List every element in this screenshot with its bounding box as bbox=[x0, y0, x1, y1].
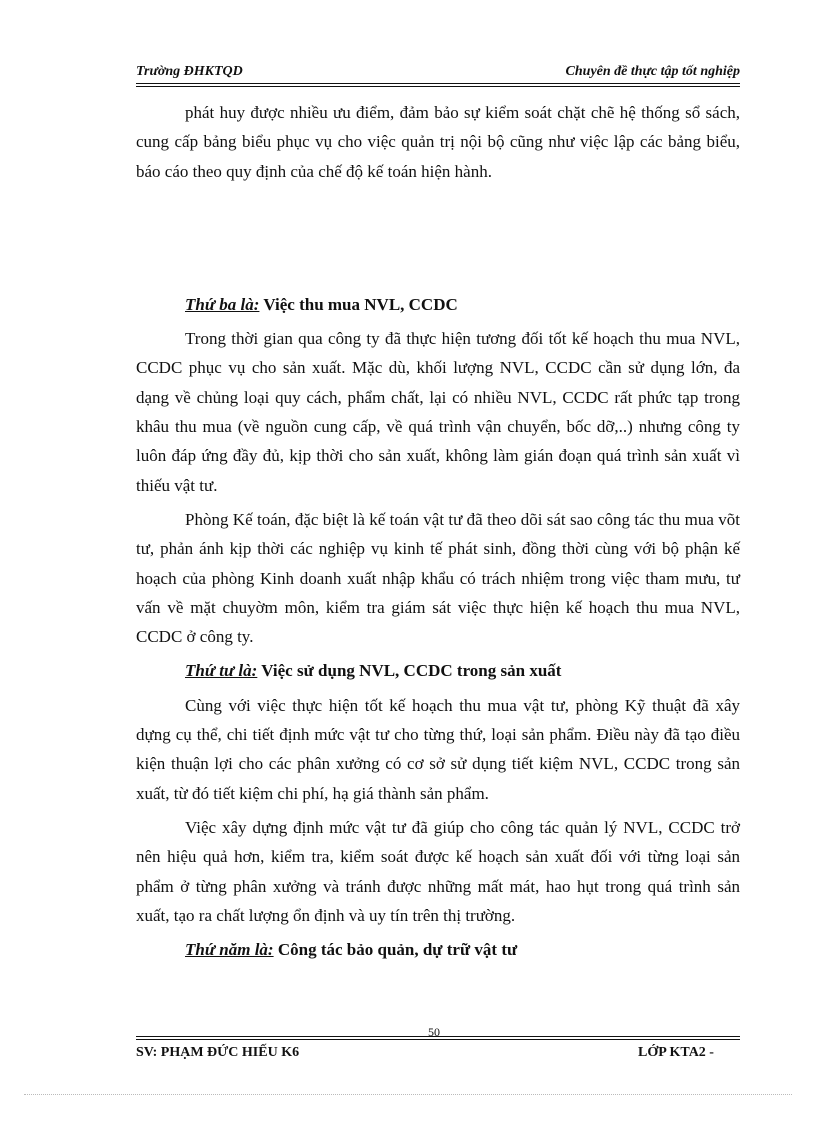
section-heading-4 bbox=[136, 656, 740, 685]
page-header bbox=[136, 62, 740, 84]
footer-rule bbox=[136, 1036, 740, 1037]
footer-rule-double bbox=[136, 1039, 740, 1040]
paragraph-norms: Việc xây dựng định mức vật tư đã giúp cho công tác quản lý NVL, CCDC trở nên hiệu quả hơn, kiểm tra, kiểm soát được kế hoạch sản xuất đối với từng loại sản phẩm ở từng phân xưởng và tránh được những mất mát, hao hụt trong quá trình sản xuất, tạo ra chất lượng ổn định và uy tín trên thị trường. bbox=[136, 817, 740, 925]
section-heading-4-title: Việc sử dụng NVL, CCDC trong sản xuất bbox=[257, 661, 562, 681]
page-body bbox=[136, 98, 740, 964]
footer-student: SV: PHẠM ĐỨC HIẾU K6 bbox=[136, 1045, 300, 1060]
section-heading-3-lead: Thứ ba là: bbox=[185, 294, 260, 314]
section-heading-5 bbox=[136, 935, 740, 964]
page-bottom-dotted-line bbox=[24, 1094, 792, 1095]
section-heading-4-lead: Thứ tư là: bbox=[185, 661, 258, 681]
paragraph-intro-continued: phát huy được nhiều ưu điểm, đảm bảo sự kiểm soát chặt chẽ hệ thống sổ sách, cung cấp bảng biểu phục vụ cho việc quản trị nội bộ cũng như việc lập các bảng biểu, báo cáo theo quy định của chế độ kế toán hiện hành. bbox=[136, 103, 740, 181]
paragraph-purchasing: Trong thời gian qua công ty đã thực hiện tương đối tốt kế hoạch thu mua NVL, CCDC phục vụ cho sản xuất. Mặc dù, khối lượng NVL, CCDC cần sử dụng lớn, đa dạng về chủng loại quy cách, phẩm chất, lại có nhiều NVL, CCDC rất phức tạp trong khâu thu mua (về nguồn cung cấp, về quá trình vận chuyển, bốc dỡ,..) nhưng công ty luôn đáp ứng đầy đủ, kịp thời cho sản xuất, không làm gián đoạn quá trình sản xuất vì thiếu vật tư. bbox=[136, 329, 740, 495]
section-heading-3-title: Việc thu mua NVL, CCDC bbox=[259, 294, 458, 314]
section-heading-5-lead: Thứ năm là: bbox=[185, 940, 274, 960]
paragraph-usage: Cùng với việc thực hiện tốt kế hoạch thu mua vật tư, phòng Kỹ thuật đã xây dựng cụ thể, chi tiết định mức vật tư cho từng thứ, loại sản phẩm. Điều này đã tạo điều kiện thuận lợi cho các phân xưởng có cơ sở sử dụng tiết kiệm NVL, CCDC trong sản xuất, từ đó tiết kiệm chi phí, hạ giá thành sản phẩm. bbox=[136, 695, 740, 803]
header-rule bbox=[136, 83, 740, 84]
header-rule-double bbox=[136, 86, 740, 87]
page-number: 50 bbox=[428, 1025, 440, 1039]
header-school: Trường ĐHKTQD bbox=[136, 64, 243, 79]
header-doc-type: Chuyên đề thực tập tốt nghiệp bbox=[565, 64, 740, 79]
footer-class: LỚP KTA2 - bbox=[638, 1045, 714, 1060]
section-heading-5-title: Công tác bảo quản, dự trữ vật tư bbox=[273, 940, 518, 960]
paragraph-accounting-dept: Phòng Kế toán, đặc biệt là kế toán vật tư đã theo dõi sát sao công tác thu mua võt tư, phản ánh kịp thời các nghiệp vụ kinh tế phát sinh, đồng thời cùng với bộ phận kế hoạch của phòng Kinh doanh xuất nhập khẩu có trách nhiệm trong việc tham mưu, tư vấn về mặt chuyờm môn, kiểm tra giám sát việc thực hiện kế hoạch thu mua NVL, CCDC ở công ty. bbox=[136, 509, 740, 647]
section-heading-3 bbox=[136, 290, 740, 319]
